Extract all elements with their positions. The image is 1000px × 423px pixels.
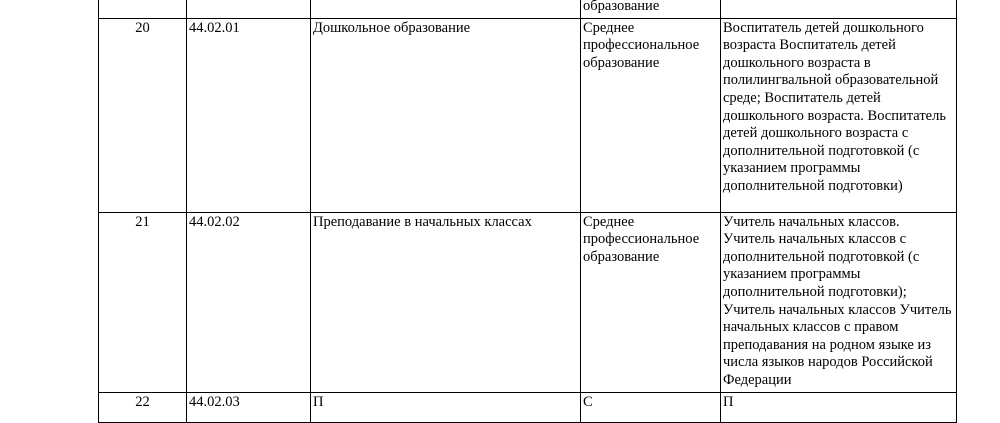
table-row: [99, 18, 957, 212]
education-level: образование: [583, 0, 660, 14]
document-table: [98, 0, 957, 423]
education-level: С: [583, 393, 593, 410]
education-level: Среднее профессиональное образование: [583, 213, 700, 265]
code-cell: [187, 18, 311, 212]
level-cell: [581, 0, 721, 18]
education-level: Среднее профессиональное образование: [583, 19, 700, 71]
specialty-code: 44.02.01: [189, 19, 240, 36]
specialty-name: П: [313, 393, 324, 410]
row-number: 22: [135, 393, 150, 410]
qualification: Учитель начальных классов. Учитель начальных классов с дополнительной подготовкой (с указанием программы дополнительной подготовки); Учитель начальных классов Учитель начальных классов с правом преподавания на родном языке из числа языков народов Российской Федерации: [723, 213, 952, 388]
specialty-name: Дошкольное образование: [313, 19, 471, 36]
level-cell: [581, 392, 721, 422]
code-cell: [187, 0, 311, 18]
row-number: 21: [135, 213, 150, 230]
specialty-code: 44.02.03: [189, 393, 240, 410]
row-number: 20: [135, 19, 150, 36]
code-cell: [187, 212, 311, 392]
qualification-cell: [721, 212, 957, 392]
qualification: П: [723, 393, 734, 410]
row-number-cell: [99, 212, 187, 392]
table-row: [99, 392, 957, 422]
table-row: [99, 0, 957, 18]
table-row: [99, 212, 957, 392]
code-cell: [187, 392, 311, 422]
qualification-cell: [721, 0, 957, 18]
qualification: Воспитатель детей дошкольного возраста Воспитатель детей дошкольного возраста в полилингвальной образовательной среде; Воспитатель детей дошкольного возраста. Воспитатель детей дошкольного возраста с дополнительной подготовкой (с указанием программы дополнительной подготовки): [723, 19, 946, 194]
row-number-cell: [99, 18, 187, 212]
specialty-name: Преподавание в начальных классах: [313, 213, 532, 230]
name-cell: [311, 18, 581, 212]
name-cell: [311, 212, 581, 392]
level-cell: [581, 18, 721, 212]
row-number-cell: [99, 392, 187, 422]
name-cell: [311, 392, 581, 422]
specialty-code: 44.02.02: [189, 213, 240, 230]
row-number-cell: [99, 0, 187, 18]
level-cell: [581, 212, 721, 392]
qualification-cell: [721, 392, 957, 422]
qualification-cell: [721, 18, 957, 212]
name-cell: [311, 0, 581, 18]
